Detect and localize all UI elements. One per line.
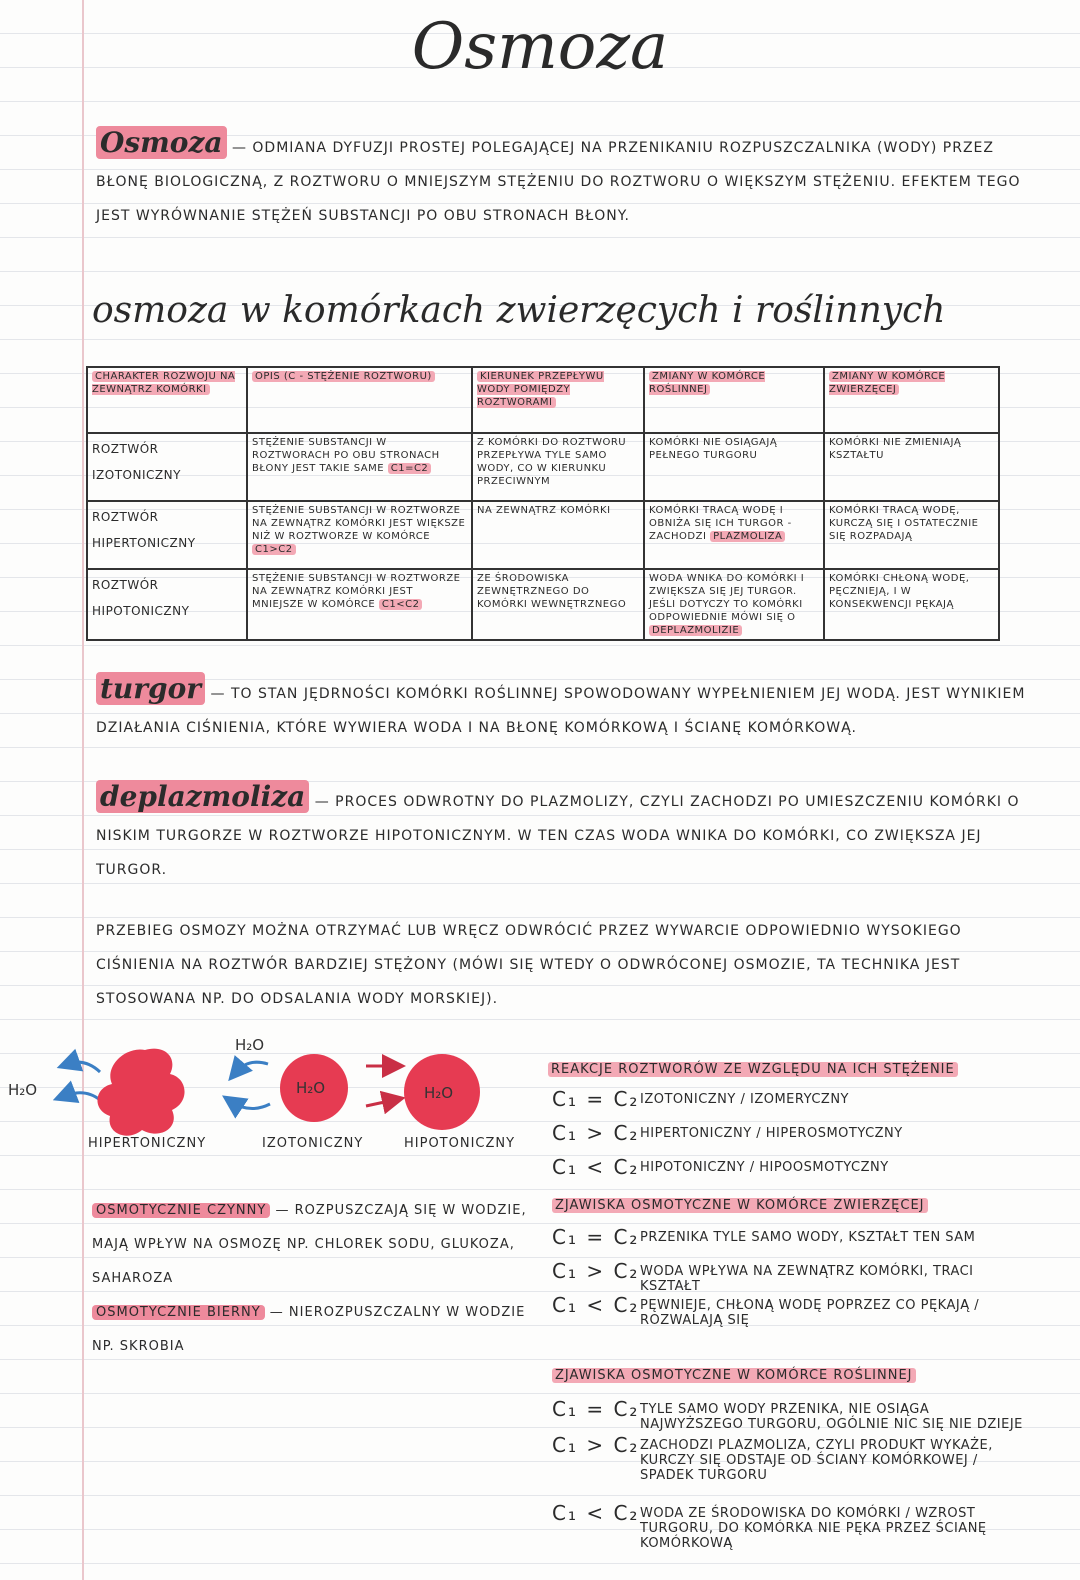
animal-title: ZJAWISKA OSMOTYCZNE W KOMÓRCE ZWIERZĘCEJ — [552, 1194, 928, 1218]
reaction-row: C₁ > C₂HIPERTONICZNY / HIPEROSMOTYCZNY — [552, 1121, 903, 1145]
cell-kierunek: NA ZEWNĄTRZ KOMÓRKI — [472, 501, 644, 569]
row-label: ROZTWÓR HIPOTONICZNY — [87, 569, 247, 640]
page-title: Osmoza — [411, 10, 669, 84]
reactions-title: REAKCJE ROZTWORÓW ZE WZGLĘDU NA ICH STĘŻENIE — [548, 1058, 958, 1082]
shrunken-cell — [97, 1049, 184, 1136]
table-header-cell: ZMIANY W KOMÓRCE ROŚLINNEJ — [644, 367, 824, 433]
passive-text: — NIEROZPUSZCZALNY W WODZIE NP. SKROBIA — [92, 1305, 526, 1354]
cell-opis: STĘŻENIE SUBSTANCJI W ROZTWORZE NA ZEWNĄTRZ KOMÓRKI JEST MNIEJSZE W KOMÓRCE C1<C2 — [247, 569, 472, 640]
deplazmoliza-definition — [96, 780, 1046, 887]
animal-row: C₁ < C₂PĘWNIEJE, CHŁONĄ WODĘ POPRZEZ CO PĘKAJĄ / ROZWALAJĄ SIĘ — [552, 1293, 980, 1328]
osmotic-active — [92, 1194, 532, 1296]
definition-term: Osmoza — [96, 126, 227, 159]
plant-row: C₁ = C₂TYLE SAMO WODY PRZENIKA, NIE OSIĄGA NAJWYŻSZEGO TURGORU, OGÓLNIE NIC SIĘ NIE DZIEJE — [552, 1397, 1023, 1432]
label-hypertonic: HIPERTONICZNY — [88, 1136, 207, 1151]
active-text: — ROZPUSZCZAJĄ SIĘ W WODZIE, MAJĄ WPŁYW NA OSMOZĘ NP. CHLOREK SODU, GLUKOZA, SAHAROZA — [92, 1203, 527, 1286]
row-label: ROZTWÓR HIPERTONICZNY — [87, 501, 247, 569]
cell-zwierzece: KOMÓRKI TRACĄ WODĘ, KURCZĄ SIĘ I OSTATECZNIE SIĘ ROZPADAJĄ — [824, 501, 999, 569]
table-header-cell: ZMIANY W KOMÓRCE ZWIERZĘCEJ — [824, 367, 999, 433]
water-label: H₂O — [8, 1081, 38, 1099]
cell-zwierzece: KOMÓRKI NIE ZMIENIAJĄ KSZTAŁTU — [824, 433, 999, 501]
water-label: H₂O — [235, 1036, 265, 1054]
turgor-term: turgor — [96, 672, 205, 705]
label-isotonic: IZOTONICZNY — [262, 1136, 364, 1151]
row-label: ROZTWÓR IZOTONICZNY — [87, 433, 247, 501]
cell-opis: STĘŻENIE SUBSTANCJI W ROZTWORACH PO OBU STRONACH BŁONY JEST TAKIE SAME C1=C2 — [247, 433, 472, 501]
osmosis-table — [86, 366, 1000, 641]
table-header-cell: OPIS (C - STĘŻENIE ROZTWORU) — [247, 367, 472, 433]
osmotic-passive — [92, 1296, 532, 1364]
water-out-arrow — [64, 1093, 100, 1100]
cell-kierunek: ZE ŚRODOWISKA ZEWNĘTRZNEGO DO KOMÓRKI WEWNĘTRZNEGO — [472, 569, 644, 640]
definition-text: — ODMIANA DYFUZJI PROSTEJ POLEGAJĄCEJ NA PRZENIKANIU ROZPUSZCZALNIKA (WODY) PRZEZ BŁONĘ BIOLOGICZNĄ, Z ROZTWORU O MNIEJSZYM STĘŻENIU DO ROZTWORU O WIĘKSZYM STĘŻENIU. EFEKTEM TEGO JEST WYRÓWNANIE STĘŻEŃ SUBSTANCJI PO OBU STRONACH BŁONY. — [96, 140, 1021, 224]
cell-roslinne: KOMÓRKI NIE OSIĄGAJĄ PEŁNEGO TURGORU — [644, 433, 824, 501]
notebook-margin-line — [82, 0, 84, 1580]
deplazmoliza-term: deplazmoliza — [96, 780, 309, 813]
table-row — [87, 569, 999, 640]
water-in-arrow — [236, 1062, 268, 1072]
water-in-arrow — [366, 1100, 394, 1106]
cell-kierunek: Z KOMÓRKI DO ROZTWORU PRZEPŁYWA TYLE SAMO WODY, CO W KIERUNKU PRZECIWNYM — [472, 433, 644, 501]
cell-roslinne: WODA WNIKA DO KOMÓRKI I ZWIĘKSZA SIĘ JEJ TURGOR. JEŚLI DOTYCZY TO KOMÓRKI ODPOWIEDNIE MÓWI SIĘ O DEPLAZMOLIZIE — [644, 569, 824, 640]
table-header-cell: CHARAKTER ROZWOJU NA ZEWNĄTRZ KOMÓRKI — [87, 367, 247, 433]
plant-row: C₁ > C₂ZACHODZI PLAZMOLIZA, CZYLI PRODUKT WYKAŻE, KURCZY SIĘ ODSTAJE OD ŚCIANY KOMÓRKOWEJ / SPADEK TURGORU — [552, 1433, 993, 1483]
cell-roslinne: KOMÓRKI TRACĄ WODĘ I OBNIŻA SIĘ ICH TURGOR - ZACHODZI PLAZMOLIZA — [644, 501, 824, 569]
label-hypotonic: HIPOTONICZNY — [404, 1136, 516, 1151]
plant-row: C₁ < C₂WODA ZE ŚRODOWISKA DO KOMÓRKI / WZROST TURGORU, DO KOMÓRKA NIE PĘKA PRZEZ ŚCIANĘ KOMÓRKOWĄ — [552, 1501, 987, 1551]
osmosis-definition — [96, 126, 1046, 233]
cell-opis: STĘŻENIE SUBSTANCJI W ROZTWORZE NA ZEWNĄTRZ KOMÓRKI JEST WIĘKSZE NIŻ W ROZTWORZE W KOMÓRCE C1>C2 — [247, 501, 472, 569]
animal-row: C₁ = C₂PRZENIKA TYLE SAMO WODY, KSZTAŁT TEN SAM — [552, 1225, 976, 1249]
table-header-cell: KIERUNEK PRZEPŁYWU WODY POMIĘDZY ROZTWORAMI — [472, 367, 644, 433]
passive-term: OSMOTYCZNIE BIERNY — [92, 1305, 265, 1320]
animal-row: C₁ > C₂WODA WPŁYWA NA ZEWNĄTRZ KOMÓRKI, TRACI KSZTAŁT — [552, 1259, 974, 1294]
water-out-arrow — [68, 1062, 100, 1072]
reaction-row: C₁ < C₂HIPOTONICZNY / HIPOOSMOTYCZNY — [552, 1155, 889, 1179]
turgor-definition — [96, 672, 1046, 745]
table-header-row — [87, 367, 999, 433]
turgor-text: — TO STAN JĘDRNOŚCI KOMÓRKI ROŚLINNEJ SPOWODOWANY WYPEŁNIENIEM JEJ WODĄ. JEST WYNIKIEM DZIAŁANIA CIŚNIENIA, KTÓRE WYWIERA WODA I NA BŁONĘ KOMÓRKOWĄ I ŚCIANĘ KOMÓRKOWĄ. — [96, 686, 1026, 736]
table-row — [87, 501, 999, 569]
section-title: osmoza w komórkach zwierzęcych i roślinnych — [92, 290, 946, 331]
reaction-row: C₁ = C₂IZOTONICZNY / IZOMERYCZNY — [552, 1087, 849, 1111]
table-row — [87, 433, 999, 501]
active-term: OSMOTYCZNIE CZYNNY — [92, 1203, 270, 1218]
plant-title: ZJAWISKA OSMOTYCZNE W KOMÓRCE ROŚLINNEJ — [552, 1364, 916, 1388]
water-label: H₂O — [296, 1079, 326, 1097]
water-out-arrow — [232, 1102, 270, 1109]
cell-zwierzece: KOMÓRKI CHŁONĄ WODĘ, PĘCZNIEJĄ, I W KONSEKWENCJI PĘKAJĄ — [824, 569, 999, 640]
water-label: H₂O — [424, 1084, 454, 1102]
reverse-osmosis-note: PRZEBIEG OSMOZY MOŻNA OTRZYMAĆ LUB WRĘCZ ODWRÓCIĆ PRZEZ WYWARCIE ODPOWIEDNIO WYSOKIEGO CIŚNIENIA NA ROZTWÓR BARDZIEJ STĘŻONY (MÓWI SIĘ WTEDY O ODWRÓCONEJ OSMOZIE, TA TECHNIKA JEST STOSOWANA NP. DO ODSALANIA WODY MORSKIEJ). — [96, 923, 962, 1007]
deplazmoliza-text: — PROCES ODWROTNY DO PLAZMOLIZY, CZYLI ZACHODZI PO UMIESZCZENIU KOMÓRKI O NISKIM TURGORZE W ROZTWORZE HIPOTONICZNYM. W TEN CZAS WODA WNIKA DO KOMÓRKI, CO ZWIĘKSZA JEJ TURGOR. — [96, 794, 1020, 878]
